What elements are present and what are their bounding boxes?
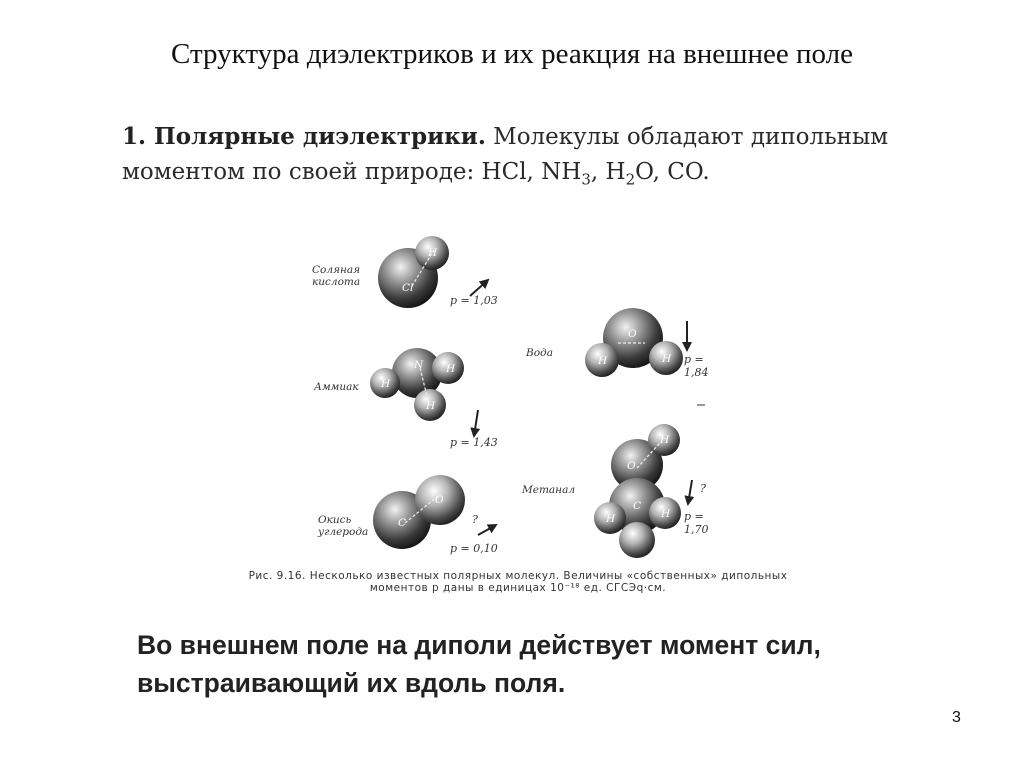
atom-o-water: O <box>628 328 637 340</box>
water-dipole-value: p = 1,84 <box>684 353 709 379</box>
atom-h-water-2: H <box>662 353 672 365</box>
atom-h-methanal-3: H <box>661 508 671 520</box>
atom-n: N <box>414 359 424 371</box>
label-co <box>318 514 368 538</box>
co-dipole-question: ? <box>472 513 478 526</box>
intro-text-2: моментом по своей природе: HCl, NH <box>122 159 582 185</box>
co-dipole-value: p = 0,10 <box>450 542 498 555</box>
intro-text-1: Молекулы обладают дипольным <box>493 124 889 150</box>
atom-o-methanal: O <box>627 460 636 472</box>
atom-h-nh3-2: H <box>446 363 456 375</box>
methanal-dipole-value: p = 1,70 <box>684 510 709 536</box>
atom-h-nh3-1: H <box>381 378 391 390</box>
label-co-line1: Окись <box>318 514 352 526</box>
molecule-figure <box>300 228 730 573</box>
atom-h-hcl: H <box>428 247 438 259</box>
intro-heading: 1. Полярные диэлектрики. <box>122 123 486 150</box>
methanal-dipole-arrow <box>688 480 692 504</box>
methanal-dipole-question: ? <box>700 482 706 495</box>
hcl-molecule <box>378 236 449 308</box>
intro-paragraph <box>122 119 922 198</box>
label-water: Вода <box>526 347 553 359</box>
nh3-dipole-arrow <box>474 410 478 436</box>
figure-caption <box>228 570 808 594</box>
co-molecule <box>373 475 465 549</box>
intro-sub-3: 3 <box>581 170 591 189</box>
label-hcl <box>312 264 360 288</box>
hcl-dipole-value: p = 1,03 <box>450 294 498 307</box>
label-hcl-line2: кислота <box>312 276 361 288</box>
label-methanal: Метанал <box>522 484 576 496</box>
atom-h-methanal-2: H <box>606 513 616 525</box>
label-hcl-line1: Соляная <box>312 264 361 276</box>
page-number: 3 <box>952 709 961 726</box>
nh3-dipole-value: p = 1,43 <box>450 436 498 449</box>
atom-cl: Cl <box>402 282 414 294</box>
label-co-line2: углерода <box>318 526 369 538</box>
figure-caption-line1: Рис. 9.16. Несколько известных полярных молекул. Величины «собственных» дипольных <box>248 570 788 582</box>
co-dipole-arrow <box>478 525 496 535</box>
bottom-statement: Во внешнем поле на диполи действует момент сил, выстраивающий их вдоль поля. <box>137 630 821 698</box>
atom-o-co: O <box>435 494 444 506</box>
atom-c-methanal: C <box>633 500 642 512</box>
label-ammonia: Аммиак <box>314 381 359 393</box>
atom-c-co: C <box>398 517 407 529</box>
figure-caption-line2: моментов p даны в единицах 10⁻¹⁸ ед. СГСЭq·см. <box>369 582 667 594</box>
intro-text-3: , H <box>590 159 626 185</box>
atom-h-methanal-1: H <box>660 434 670 446</box>
slide-title: Структура диэлектриков и их реакция на внешнее поле <box>171 38 853 70</box>
intro-sub-2: 2 <box>625 170 636 189</box>
atom-h-water-1: H <box>598 355 608 367</box>
atom-h-nh3-3: H <box>426 400 436 412</box>
intro-text-4: O, CO. <box>635 159 710 185</box>
